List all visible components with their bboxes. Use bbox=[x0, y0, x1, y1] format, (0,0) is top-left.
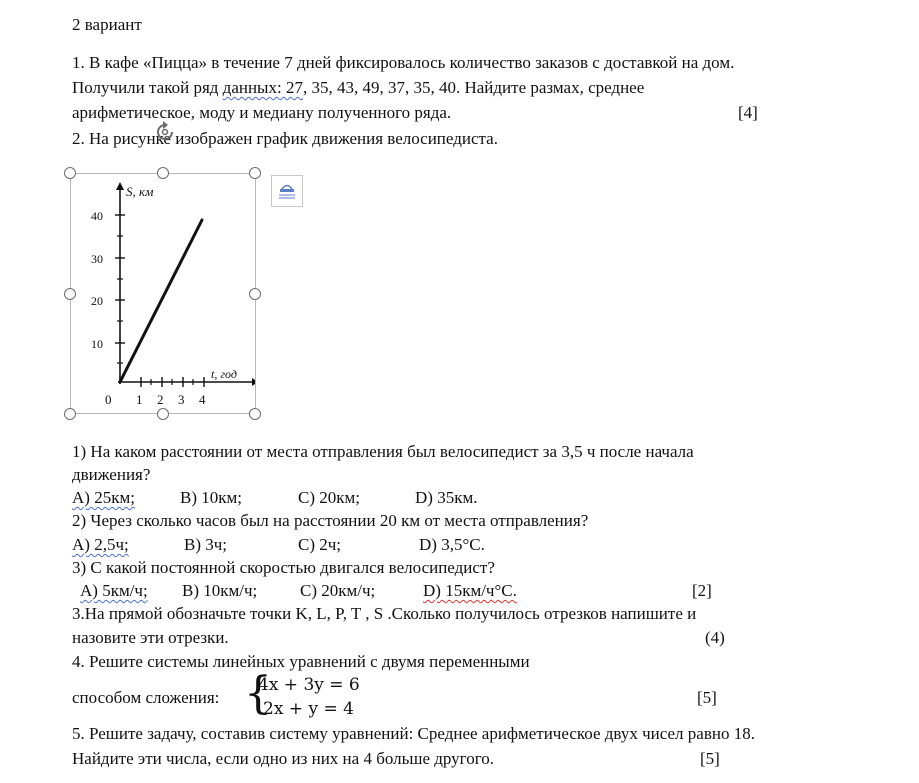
q3-option-a bbox=[80, 580, 148, 602]
task1-spellcheck-word[interactable]: данных: 27 bbox=[222, 78, 303, 97]
q1-line1: 1) На каком расстоянии от места отправления был велосипедист за 3,5 ч после начала bbox=[72, 442, 694, 461]
q3-option-d bbox=[423, 580, 517, 602]
task4-points: [5] bbox=[697, 688, 717, 707]
q1-option-c: C) 20км; bbox=[298, 488, 360, 507]
resize-handle-nw[interactable] bbox=[64, 167, 76, 179]
motion-graph bbox=[80, 178, 255, 410]
q2-option-b: B) 3ч; bbox=[184, 535, 228, 554]
task1-line2 bbox=[72, 77, 644, 99]
x-label-2: 2 bbox=[157, 392, 164, 407]
task3-points: (4) bbox=[705, 628, 725, 647]
q1-option-d: D) 35км. bbox=[415, 488, 478, 507]
x-label-1: 1 bbox=[136, 392, 143, 407]
task5-line2: Найдите эти числа, если одно из них на 4 больше другого. bbox=[72, 749, 495, 768]
equation-2: 2x + y = 4 bbox=[263, 699, 354, 719]
q2-option-d: D) 3,5°C. bbox=[419, 535, 485, 554]
task5-line1: 5. Решите задачу, составив систему уравнений: Среднее арифметическое двух чисел равно 18. bbox=[72, 724, 755, 743]
q2-option-a-text: A) 2,5ч; bbox=[72, 535, 129, 554]
task3-line1: 3.На прямой обозначьте точки K, L, P, T , S .Сколько получилось отрезков напишите и bbox=[72, 604, 697, 623]
q3-option-c: C) 20км/ч; bbox=[300, 581, 376, 600]
variant-title: 2 вариант bbox=[72, 15, 142, 34]
task1-line2c: , 35, 43, 49, 37, 35, 40. Найдите размах, среднее bbox=[302, 78, 645, 97]
q2-option-a bbox=[72, 534, 129, 556]
resize-handle-w[interactable] bbox=[64, 288, 76, 300]
q3-option-a-text: A) 5км/ч; bbox=[80, 581, 148, 600]
task1-points: [4] bbox=[738, 103, 758, 122]
q2-text: 2) Через сколько часов был на расстоянии 20 км от места отправления? bbox=[72, 511, 589, 530]
task2-points: [2] bbox=[692, 581, 712, 600]
task2-intro: 2. На рисунке изображен график движения велосипедиста. bbox=[72, 129, 498, 148]
x-label-3: 3 bbox=[178, 392, 185, 407]
q1-option-a-text: A) 25км; bbox=[72, 488, 135, 507]
x-label-0: 0 bbox=[105, 392, 112, 407]
layout-options-button[interactable] bbox=[271, 175, 303, 207]
task5-points: [5] bbox=[700, 749, 720, 768]
x-axis-arrow-icon bbox=[252, 378, 255, 386]
resize-handle-sw[interactable] bbox=[64, 408, 76, 420]
motion-line bbox=[120, 220, 202, 382]
q2-option-c: C) 2ч; bbox=[298, 535, 342, 554]
q3-text: 3) С какой постоянной скоростью двигался велосипедист? bbox=[72, 558, 495, 577]
task4-line1: 4. Решите системы линейных уравнений с двумя переменными bbox=[72, 652, 530, 671]
x-label-4: 4 bbox=[199, 392, 206, 407]
task1-line3: арифметическое, моду и медиану полученного ряда. bbox=[72, 103, 452, 122]
y-label-20: 20 bbox=[91, 294, 103, 308]
q1-option-a bbox=[72, 487, 135, 509]
task4-line2: способом сложения: bbox=[72, 688, 220, 707]
q1-option-b: B) 10км; bbox=[180, 488, 242, 507]
task3-line2: назовите эти отрезки. bbox=[72, 628, 229, 647]
q3-option-b: B) 10км/ч; bbox=[182, 581, 258, 600]
task1-line2a: Получили такой ряд bbox=[72, 78, 223, 97]
y-axis-label: S, км bbox=[126, 184, 154, 199]
y-label-40: 40 bbox=[91, 209, 103, 223]
layout-options-icon bbox=[272, 176, 302, 206]
q3-option-d-text: D) 15км/ч°C. bbox=[423, 581, 517, 600]
equation-1: 4x + 3y = 6 bbox=[258, 675, 360, 695]
system-brace: { bbox=[244, 668, 272, 719]
rotate-handle-icon[interactable] bbox=[152, 119, 178, 145]
q1-line2: движения? bbox=[72, 465, 151, 484]
y-label-10: 10 bbox=[91, 337, 103, 351]
y-label-30: 30 bbox=[91, 252, 103, 266]
x-axis-label: t, год bbox=[211, 367, 237, 381]
task1-line1: 1. В кафе «Пицца» в течение 7 дней фиксировалось количество заказов с доставкой на дом. bbox=[72, 53, 735, 72]
y-axis-arrow-icon bbox=[116, 182, 124, 190]
